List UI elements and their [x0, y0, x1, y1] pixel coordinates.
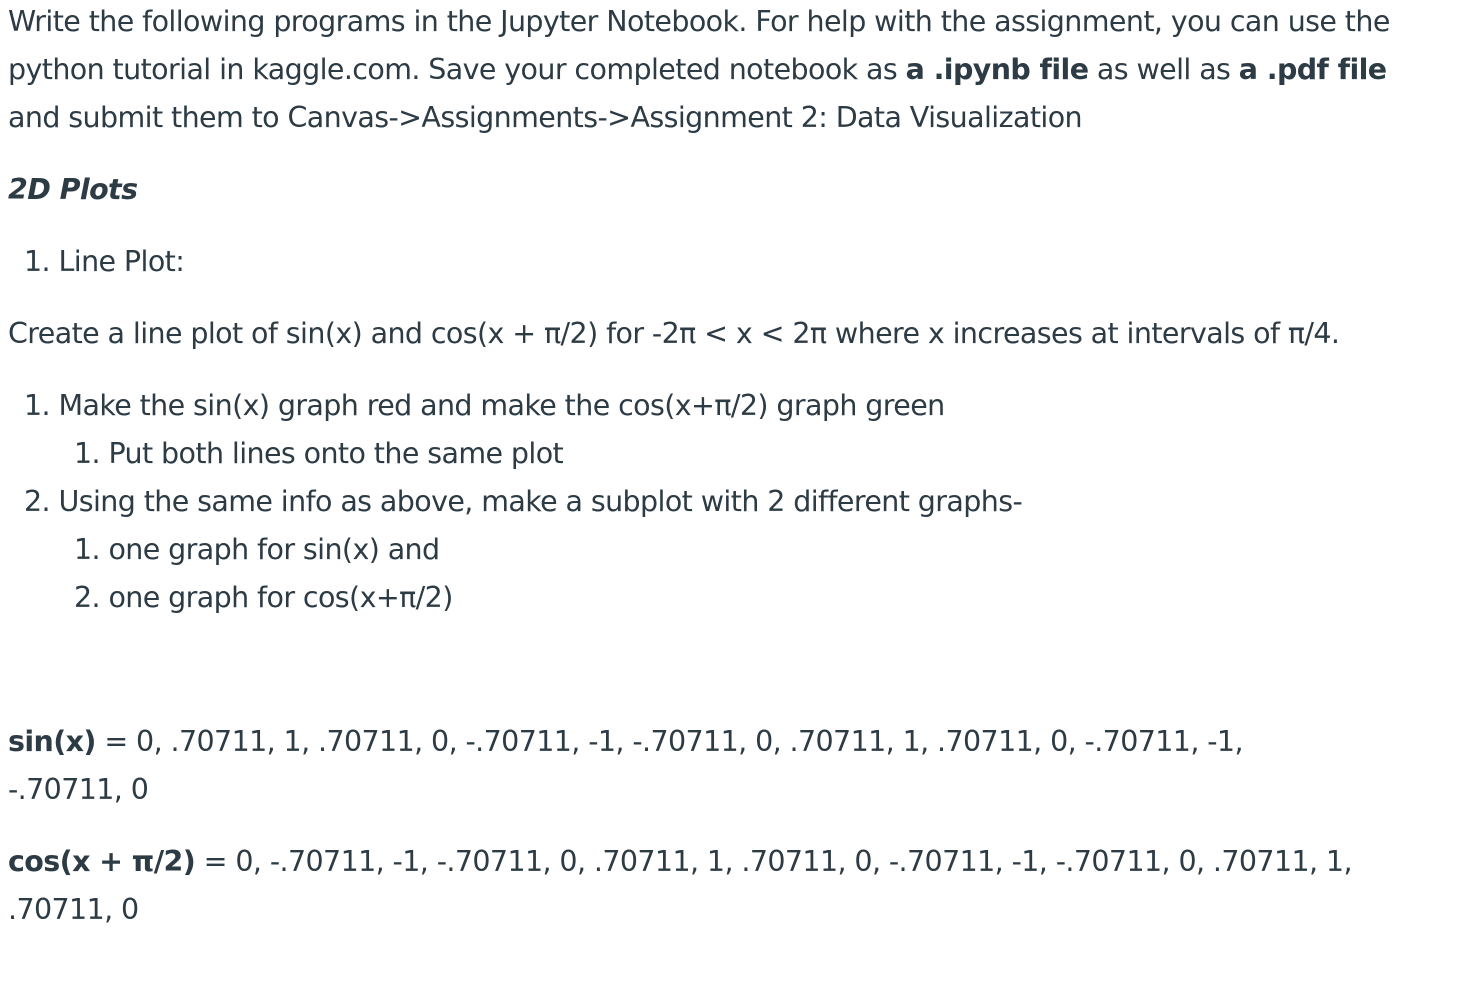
step-2-text: Using the same info as above, make a subplot with 2 different graphs- [58, 485, 1023, 518]
sin-label: sin(x) [8, 725, 96, 758]
substep-text: one graph for sin(x) and [108, 533, 440, 566]
sin-values-continued: -.70711, 0 [8, 773, 149, 806]
intro-text-2: as well as [1088, 53, 1239, 86]
intro-paragraph [8, 0, 1408, 142]
substep-number: 2. [74, 581, 100, 614]
substep-text: one graph for cos(x+π/2) [108, 581, 453, 614]
step-2-substep-1 [74, 526, 440, 574]
step-1 [24, 382, 945, 430]
intro-bold-ipynb: a .ipynb file [905, 53, 1089, 86]
substep-number: 1. [74, 533, 100, 566]
sin-values: = 0, .70711, 1, .70711, 0, -.70711, -1, -.70711, 0, .70711, 1, .70711, 0, -.70711, -1, [95, 725, 1243, 758]
step-1-substep-1 [74, 430, 563, 478]
section-heading: 2D Plots [8, 173, 138, 206]
substep-number: 1. [74, 437, 100, 470]
step-1-text: Make the sin(x) graph red and make the cos(x+π/2) graph green [58, 389, 945, 422]
intro-bold-pdf: a .pdf file [1238, 53, 1387, 86]
task-number: 1. [24, 245, 50, 278]
sin-values-line [8, 718, 1243, 766]
substep-text: Put both lines onto the same plot [108, 437, 564, 470]
task-title: Line Plot: [58, 245, 185, 278]
task-item [24, 238, 184, 286]
intro-text-1: Write the following programs in the Jupyter Notebook. For help with the assignment, you can use the python tutorial in kaggle.com. Save your completed notebook as [8, 5, 1390, 86]
cos-values: = 0, -.70711, -1, -.70711, 0, .70711, 1, .70711, 0, -.70711, -1, -.70711, 0, .70711, 1, [195, 845, 1352, 878]
cos-values-line [8, 838, 1352, 886]
step-2-number: 2. [24, 485, 50, 518]
step-1-number: 1. [24, 389, 50, 422]
intro-text-3: and submit them to Canvas->Assignments->Assignment 2: Data Visualization [8, 101, 1083, 134]
cos-values-continued: .70711, 0 [8, 893, 139, 926]
step-2-substep-2 [74, 574, 453, 622]
cos-label: cos(x + π/2) [8, 845, 196, 878]
task-description: Create a line plot of sin(x) and cos(x + π/2) for -2π < x < 2π where x increases at intervals of π/4. [8, 317, 1340, 350]
step-2 [24, 478, 1022, 526]
